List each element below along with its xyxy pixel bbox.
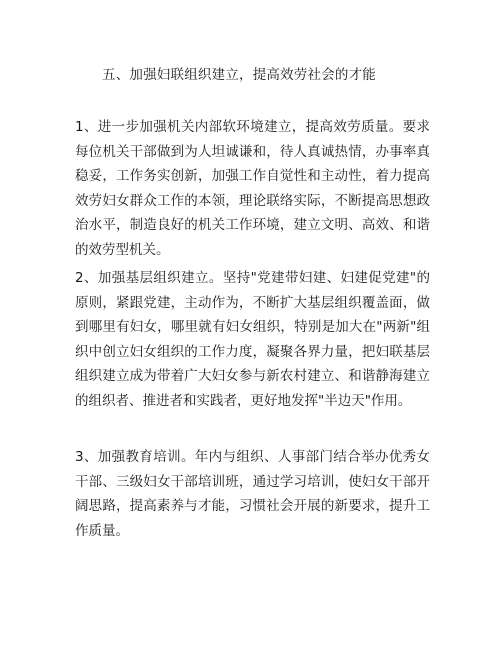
section-heading: 五、加强妇联组织建立，提高效劳社会的才能 (102, 67, 376, 83)
paragraph-grassroots-organization: 2、加强基层组织建立。坚持"党建带妇建、妇建促党建"的原则，紧跟党建，主动作为，不断扩大基层组织覆盖面，做到哪里有妇女，哪里就有妇女组织，特别是加大在"两新"组织中创立妇女组织的工作力度，凝聚各界力量，把妇联基层组织建立成为带着广大妇女参与新农村建立、和谐静海建立的组织者、推进者和实践者，更好地发挥"半边天"作用。 (75, 270, 430, 409)
paragraph-education-training: 3、加强教育培训。年内与组织、人事部门结合举办优秀女干部、三级妇女干部培训班，通过学习培训，使妇女干部开阔思路，提高素养与才能，习惯社会开展的新要求，提升工作质量。 (75, 449, 430, 539)
paragraph-soft-environment: 1、进一步加强机关内部软环境建立，提高效劳质量。要求每位机关干部做到为人坦诚谦和，待人真诚热情，办事率真稳妥，工作务实创新，加强工作自觉性和主动性，着力提高效劳妇女群众工作的本领，理论联络实际，不断提高思想政治水平，制造良好的机关工作环境，建立文明、高效、和谐的效劳型机关。 (75, 119, 430, 258)
